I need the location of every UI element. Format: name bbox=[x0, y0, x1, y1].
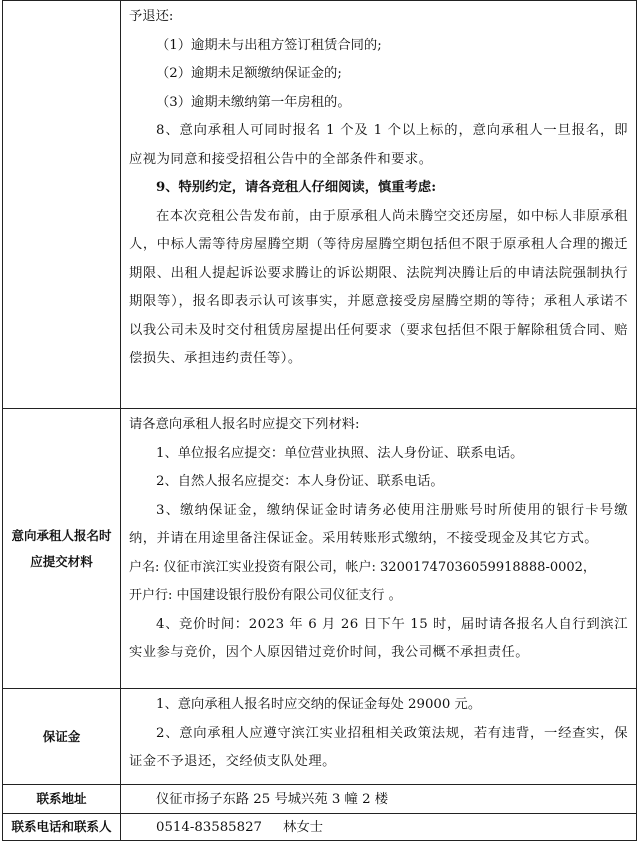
announcement-table bbox=[2, 0, 637, 841]
clause-9-title: 9、特别约定，请各竞租人仔细阅读，慎重考虑: bbox=[156, 180, 437, 195]
materials-cell bbox=[121, 409, 637, 689]
terms-cell bbox=[121, 1, 637, 409]
label-line: 应提交材料 bbox=[30, 553, 93, 569]
table-row bbox=[3, 409, 637, 689]
empty-label-cell bbox=[3, 1, 121, 409]
list-item: （1）逾期未与出租方签订租赁合同的; bbox=[156, 37, 382, 53]
list-item: 1、单位报名应提交：单位营业执照、法人身份证、联系电话。 bbox=[156, 445, 524, 461]
table-row bbox=[3, 689, 637, 785]
clause-8: 8、意向承租人可同时报名 1 个及 1 个以上标的，意向承租人一旦报名，即应视为同意和接受招租公告中的全部条件和要求。 bbox=[129, 123, 628, 167]
contact-value: 0514-83585827 林女士 bbox=[156, 819, 324, 835]
account-line: 户名: 仪征市滨江实业投资有限公司，帐户: 32001747036059918888-0002， bbox=[129, 559, 596, 575]
list-item: 3、缴纳保证金，缴纳保证金时请务必使用注册账号时所使用的银行卡号缴纳，并请在用途里备注保证金。采用转账形式缴纳，不接受现金及其它方式。 bbox=[129, 502, 628, 546]
deposit-label: 保证金 bbox=[3, 689, 121, 785]
contact-label: 联系电话和联系人 bbox=[3, 814, 121, 841]
contact-cell bbox=[121, 814, 637, 841]
list-item: 予退还: bbox=[129, 9, 174, 24]
table-row bbox=[3, 1, 637, 409]
address-label: 联系地址 bbox=[3, 785, 121, 814]
address-value: 仪征市扬子东路 25 号城兴苑 3 幢 2 楼 bbox=[156, 791, 389, 807]
list-item: （3）逾期未缴纳第一年房租的。 bbox=[156, 94, 351, 110]
deposit-cell bbox=[121, 689, 637, 785]
label-line: 意向承租人报名时 bbox=[11, 527, 112, 543]
clause-9-body: 在本次竞租公告发布前，由于原承租人尚未腾空交还房屋，如中标人非原承租人，中标人需等待房屋腾空期（等待房屋腾空期包括但不限于原承租人合理的搬迁期限、出租人提起诉讼要求腾让的诉讼期限、法院判决腾让后的申请法院强制执行期限等），报名即表示认可该事实，并愿意接受房屋腾空期的等待；承租人承诺不以我公司未及时交付租赁房屋提出任何要求（要求包括但不限于解除租赁合同、赔偿损失、承担违约责任等）。 bbox=[129, 208, 628, 366]
table-row bbox=[3, 814, 637, 841]
list-item: 2、意向承租人应遵守滨江实业招租相关政策法规，若有违背，一经查实，保证金不予退还，交经侦支队处理。 bbox=[129, 725, 628, 769]
list-item: （2）逾期未足额缴纳保证金的; bbox=[156, 66, 342, 81]
bank-line: 开户行: 中国建设银行股份有限公司仪征支行 。 bbox=[129, 588, 402, 603]
table-row bbox=[3, 785, 637, 814]
list-item: 2、自然人报名应提交：本人身份证、联系电话。 bbox=[156, 474, 444, 489]
address-cell bbox=[121, 785, 637, 814]
list-item: 4、竞价时间：2023 年 6 月 26 日下午 15 时，届时请各报名人自行到滨江实业参与竞价，因个人原因错过竞价时间，我公司概不承担责任。 bbox=[129, 616, 628, 660]
materials-label bbox=[3, 409, 121, 689]
materials-intro: 请各意向承租人报名时应提交下列材料: bbox=[129, 417, 360, 432]
list-item: 1、意向承租人报名时应交纳的保证金每处 29000 元。 bbox=[156, 697, 482, 712]
